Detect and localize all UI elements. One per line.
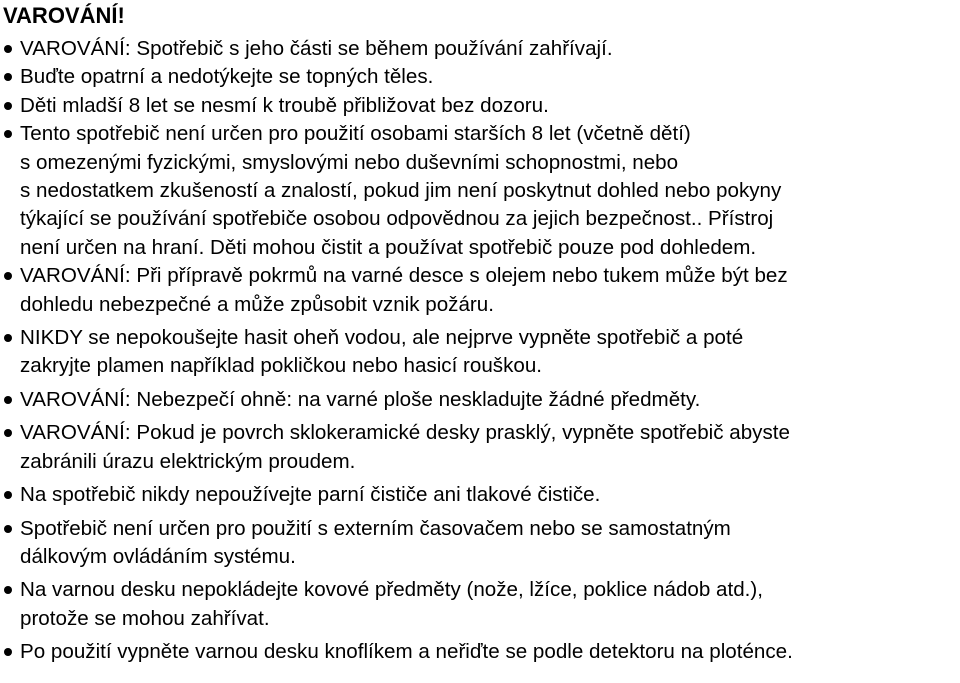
bullet-icon — [4, 491, 12, 499]
item-text: Tento spotřebič není určen pro použití osobami starších 8 let (včetně dětí) — [20, 122, 691, 146]
bullet-icon — [4, 648, 12, 656]
list-item — [0, 63, 960, 91]
page-title: VAROVÁNÍ! — [3, 3, 125, 28]
list-item — [0, 120, 960, 262]
item-text: VAROVÁNÍ: Při přípravě pokrmů na varné desce s olejem nebo tukem může být bez — [20, 264, 788, 288]
bullet-icon — [4, 586, 12, 594]
item-text: Po použití vypněte varnou desku knoflíkem a neřiďte se podle detektoru na ploténce. — [20, 640, 793, 664]
bullet-icon — [4, 272, 12, 280]
list-item — [0, 92, 960, 120]
list-item — [0, 35, 960, 63]
item-text: s omezenými fyzickými, smyslovými nebo duševními schopnostmi, nebo — [20, 150, 679, 174]
list-item — [0, 324, 960, 381]
item-text: Na spotřebič nikdy nepoužívejte parní čističe ani tlakové čističe. — [20, 483, 601, 507]
list-item — [0, 419, 960, 476]
item-text: VAROVÁNÍ: Spotřebič s jeho části se během používání zahřívají. — [20, 37, 613, 60]
item-text: Buďte opatrní a nedotýkejte se topných těles. — [20, 65, 434, 89]
bullet-icon — [4, 45, 12, 53]
list-item — [0, 262, 960, 319]
item-text: protože se mohou zahřívat. — [20, 606, 270, 630]
item-text: VAROVÁNÍ: Pokud je povrch sklokeramické desky prasklý, vypněte spotřebič abyste — [20, 421, 790, 445]
bullet-icon — [4, 429, 12, 437]
item-text: Spotřebič není určen pro použití s externím časovačem nebo se samostatným — [20, 516, 731, 540]
item-text: s nedostatkem zkušeností a znalostí, pokud jim není poskytnut dohled nebo pokyny — [20, 179, 782, 203]
item-text: zabránili úrazu elektrickým proudem. — [20, 449, 356, 473]
list-item — [0, 576, 960, 633]
bullet-icon — [4, 102, 12, 110]
list-item — [0, 386, 960, 414]
bullet-icon — [4, 525, 12, 533]
item-text: zakryjte plamen například pokličkou nebo hasicí rouškou. — [20, 354, 542, 378]
bullet-icon — [4, 73, 12, 81]
item-text: Na varnou desku nepokládejte kovové předměty (nože, lžíce, poklice nádob atd.), — [20, 578, 763, 602]
item-text: Děti mladší 8 let se nesmí k troubě přibližovat bez dozoru. — [20, 93, 549, 117]
list-item — [0, 515, 960, 572]
item-text: VAROVÁNÍ: Nebezpečí ohně: na varné ploše neskladujte žádné předměty. — [20, 387, 701, 411]
item-text: týkající se používání spotřebiče osobou odpovědnou za jejich bezpečnost.. Přístroj — [20, 207, 774, 231]
bullet-icon — [4, 130, 12, 138]
item-text: není určen na hraní. Děti mohou čistit a používat spotřebič pouze pod dohledem. — [20, 235, 757, 259]
item-text: dohledu nebezpečné a může způsobit vznik požáru. — [20, 292, 494, 316]
warning-list — [0, 35, 960, 667]
item-text: dálkovým ovládáním systému. — [20, 544, 296, 568]
bullet-icon — [4, 334, 12, 342]
item-text: NIKDY se nepokoušejte hasit oheň vodou, ale nejprve vypněte spotřebič a poté — [20, 326, 744, 350]
list-item — [0, 481, 960, 509]
list-item — [0, 638, 960, 666]
bullet-icon — [4, 396, 12, 404]
